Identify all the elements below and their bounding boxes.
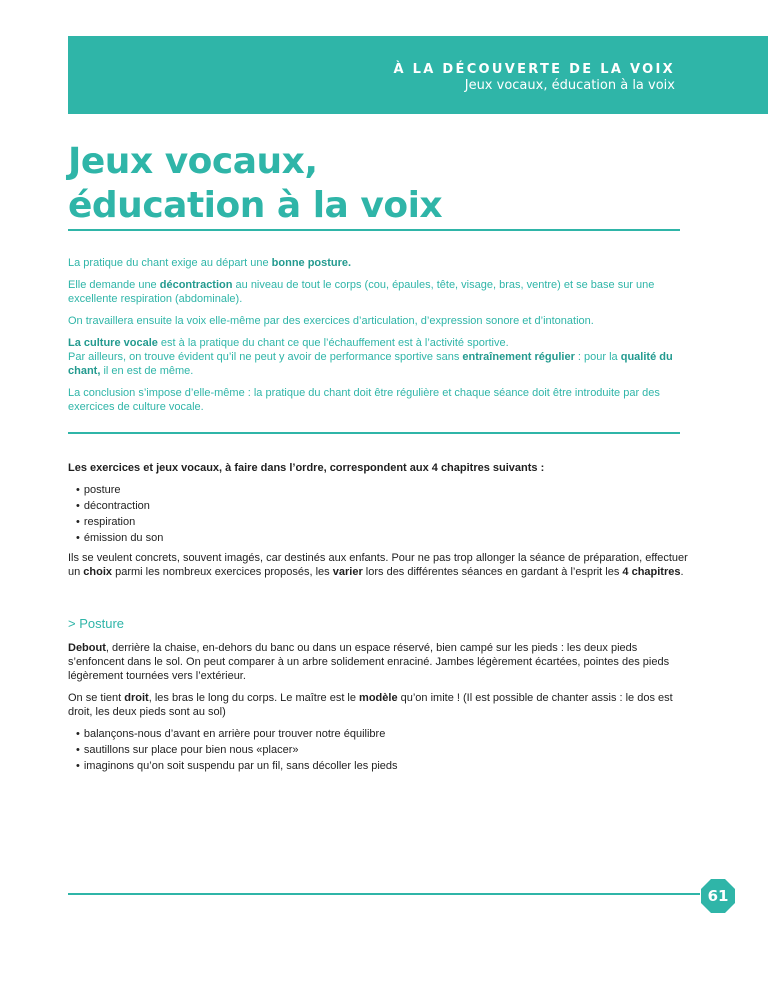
- emphasis: bonne posture.: [271, 257, 352, 269]
- text-run: .: [680, 566, 684, 578]
- posture-paragraph-2: [68, 691, 688, 719]
- page-number-badge: [701, 879, 735, 913]
- exercises-paragraph: [68, 551, 688, 579]
- emphasis: modèle: [359, 692, 398, 704]
- emphasis: décontraction: [159, 279, 233, 291]
- text-run: , derrière la chaise, en-dehors du banc ou dans un espace réservé, bien campé sur les pieds : les deux pieds s’enfoncent dans le sol. On peut comparer à un arbre solidement enraciné. Jambes légèrement écartées, pointes des pieds légèrement tournées vers l’extérieur.: [68, 642, 670, 682]
- posture-paragraph-1: [68, 641, 688, 683]
- intro-paragraph-3: On travaillera ensuite la voix elle-même par des exercices d’articulation, d’expression sonore et d’intonation.: [68, 315, 594, 327]
- text-run: est à la pratique du chant ce que l’échauffement est à l’activité sportive.: [157, 337, 509, 349]
- text-run: parmi les nombreux exercices proposés, les: [112, 566, 333, 578]
- emphasis: varier: [332, 566, 363, 578]
- page-title: [68, 140, 668, 228]
- posture-block: [68, 641, 688, 779]
- exercises-heading: Les exercices et jeux vocaux, à faire dans l’ordre, correspondent aux 4 chapitres suivants :: [68, 462, 545, 474]
- section-title-posture: > Posture: [68, 616, 125, 631]
- posture-list: [68, 727, 688, 773]
- list-item: • respiration: [76, 515, 688, 529]
- text-run: au niveau de tout le corps (cou, épaules, tête, visage, bras, ventre) et se base sur une excellente respiration (abdominale).: [68, 279, 655, 305]
- text-run: lors des différentes séances en gardant à l’esprit les: [362, 566, 623, 578]
- page-title-line2: éducation à la voix: [68, 185, 443, 226]
- list-item: • sautillons sur place pour bien nous «placer»: [76, 743, 688, 757]
- page-number: 61: [707, 887, 729, 905]
- text-run: il en est de même.: [100, 365, 194, 377]
- footer-rule: [68, 893, 700, 895]
- text-run: : pour la: [574, 351, 621, 363]
- intro-paragraph-2: [68, 278, 684, 306]
- text-run: On se tient: [68, 692, 125, 704]
- intro-rule: [68, 432, 680, 434]
- emphasis: La culture vocale: [68, 337, 158, 349]
- intro-paragraph-1: [68, 256, 684, 270]
- text-run: , les bras le long du corps. Le maître est le: [148, 692, 360, 704]
- running-header-kicker: À LA DÉCOUVERTE DE LA VOIX: [393, 62, 675, 77]
- intro-paragraph-4: [68, 336, 684, 350]
- text-run: Ils se veulent concrets, souvent imagés, car destinés aux enfants. Pour ne pas trop allonger la séance de préparation, effectuer un: [68, 552, 688, 578]
- intro-paragraph-6: La conclusion s’impose d’elle-même : la pratique du chant doit être régulière et chaque séance doit être introduite par des exercices de culture vocale.: [68, 387, 660, 413]
- emphasis: entraînement régulier: [462, 351, 575, 363]
- text-run: La pratique du chant exige au départ une: [68, 257, 272, 269]
- page-title-line1: Jeux vocaux,: [68, 141, 318, 182]
- running-header-subtitle: Jeux vocaux, éducation à la voix: [464, 78, 675, 93]
- list-item: • émission du son: [76, 531, 688, 545]
- intro-block: [68, 256, 684, 422]
- emphasis: droit: [124, 692, 149, 704]
- text-run: Par ailleurs, on trouve évident qu’il ne peut y avoir de performance sportive sans: [68, 351, 463, 363]
- intro-paragraph-5: [68, 350, 684, 378]
- list-item: • décontraction: [76, 499, 688, 513]
- title-rule: [68, 229, 680, 231]
- emphasis: Debout: [68, 642, 106, 654]
- list-item: • imaginons qu’on soit suspendu par un fil, sans décoller les pieds: [76, 759, 688, 773]
- text-run: qu’on imite ! (Il est possible de chanter assis : le dos est droit, les deux pieds sont au sol): [68, 692, 673, 718]
- emphasis: 4 chapitres: [622, 566, 681, 578]
- chapter-list: [68, 483, 688, 545]
- emphasis: choix: [83, 566, 113, 578]
- text-run: Elle demande une: [68, 279, 160, 291]
- list-item: • posture: [76, 483, 688, 497]
- emphasis: qualité du chant,: [68, 351, 673, 377]
- exercises-block: [68, 461, 688, 587]
- list-item: • balançons-nous d’avant en arrière pour trouver notre équilibre: [76, 727, 688, 741]
